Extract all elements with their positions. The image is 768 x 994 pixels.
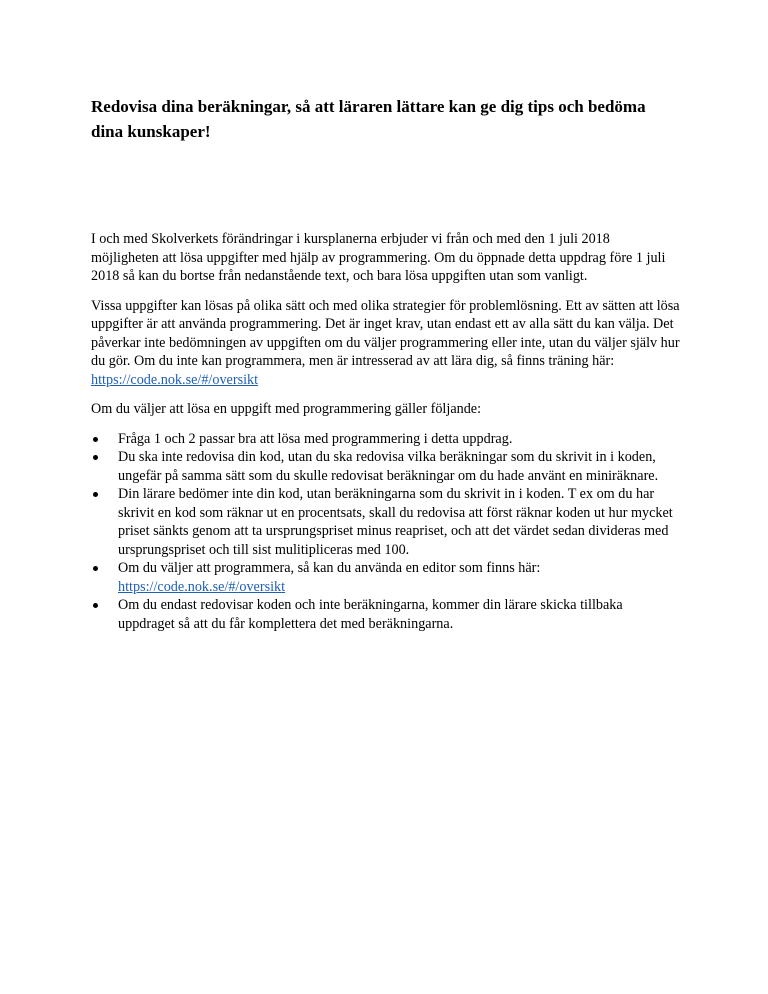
bullet-icon xyxy=(93,455,98,460)
intro-paragraph: I och med Skolverkets förändringar i kursplanerna erbjuder vi från och med den 1 juli 2018 möjligheten att lösa uppgifter med hjälp av programmering. Om du öppnade detta uppdrag före 1 juli 2018 så kan du bortse från nedanstående text, och bara lösa uppgiften utan som vanligt. xyxy=(91,231,666,284)
rules-intro-paragraph: Om du väljer att lösa en uppgift med programmering gäller följande: xyxy=(91,401,482,417)
list-item xyxy=(91,448,681,485)
list-item-text: Om du väljer att programmera, så kan du använda en editor som finns här: xyxy=(118,560,541,576)
strategy-paragraph xyxy=(91,297,681,390)
list-item xyxy=(91,485,681,559)
bullet-icon xyxy=(93,437,98,442)
bullet-icon xyxy=(93,492,98,497)
rules-list xyxy=(91,430,681,634)
list-item-text: Du ska inte redovisa din kod, utan du ska redovisa vilka beräkningar som du skrivit in i koden, ungefär på samma sätt som du skulle redovisat beräkningar om du hade använt en miniräknare. xyxy=(118,449,659,484)
strategy-paragraph-text: Vissa uppgifter kan lösas på olika sätt och med olika strategier för problemlösning. Ett av sätten att lösa uppgifter är att använda programmering. Det är inget krav, utan endast ett av alla sätt du kan välja. Det påverkar inte bedömningen av uppgiften om du väljer programmering eller inte, utan du väljer själv hur du gör. Om du inte kan programmera, men är intresserad av att lära dig, så finns träning här: xyxy=(91,297,680,369)
list-item xyxy=(91,559,681,596)
editor-link[interactable]: https://code.nok.se/#/oversikt xyxy=(118,578,286,595)
document-heading: Redovisa dina beräkningar, så att läraren lättare kan ge dig tips och bedöma dina kunskaper! xyxy=(91,97,646,141)
training-link[interactable]: https://code.nok.se/#/oversikt xyxy=(91,371,259,388)
list-item-text: Om du endast redovisar koden och inte beräkningarna, kommer din lärare skicka tillbaka uppdraget så att du får komplettera det med beräkningarna. xyxy=(118,597,623,632)
bullet-icon xyxy=(93,603,98,608)
document-page xyxy=(91,94,681,633)
list-item-text: Fråga 1 och 2 passar bra att lösa med programmering i detta uppdrag. xyxy=(118,430,513,447)
bullet-icon xyxy=(93,566,98,571)
list-item xyxy=(91,430,681,449)
list-item xyxy=(91,596,681,633)
list-item-text: Din lärare bedömer inte din kod, utan beräkningarna som du skrivit in i koden. T ex om du har skrivit en kod som räknar ut en procentsats, skall du redovisa att först räknar koden ut hur mycket priset sänkts genom att ta ursprungspriset minus reapriset, och att det värdet sedan divideras med ursprungspriset och till sist mulitipliceras med 100. xyxy=(118,486,673,558)
